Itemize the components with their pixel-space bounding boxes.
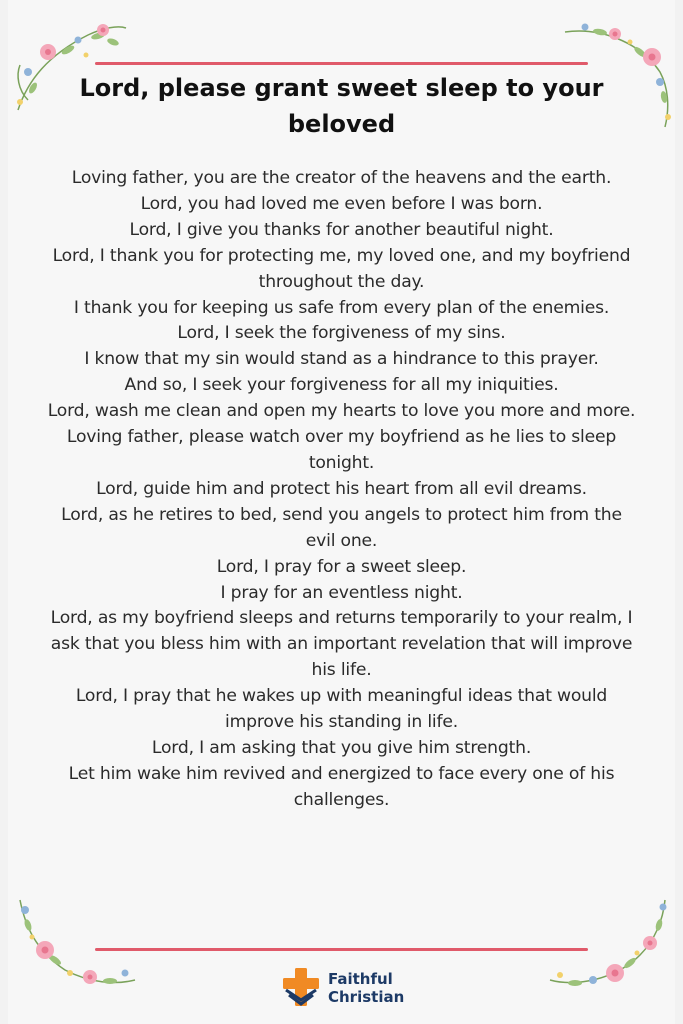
bottom-divider	[95, 948, 588, 951]
prayer-line: I pray for an eventless night.	[220, 582, 463, 603]
prayer-line: Lord, I pray for a sweet sleep.	[216, 556, 467, 577]
prayer-line: Loving father, please watch over my boyfriend as he lies to sleep tonight.	[66, 427, 617, 473]
top-divider	[95, 62, 588, 65]
prayer-line: Lord, as he retires to bed, send you angels to protect him from the evil one.	[61, 504, 622, 551]
prayer-line: Let him wake him revived and energized to face every one of his challenges.	[68, 763, 615, 810]
prayer-line: Lord, as my boyfriend sleeps and returns temporarily to your realm, I ask that you bless him with an important revelation that will improve his life.	[50, 608, 633, 681]
prayer-text	[45, 166, 638, 814]
prayer-line: Lord, I am asking that you give him strength.	[151, 737, 532, 758]
brand-name-line2: Christian	[328, 988, 405, 1006]
floral-corner-bottom-left	[10, 895, 140, 990]
prayer-line: Lord, guide him and protect his heart from all evil dreams.	[96, 478, 587, 499]
floral-corner-bottom-right	[545, 895, 675, 995]
cross-icon	[280, 966, 322, 1008]
prayer-line: Lord, I give you thanks for another beautiful night.	[129, 219, 554, 240]
prayer-line: I know that my sin would stand as a hindrance to this prayer.	[84, 349, 599, 370]
page-title: Lord, please grant sweet sleep to your beloved	[79, 74, 604, 138]
prayer-line: Lord, I pray that he wakes up with meaningful ideas that would improve his standing in life.	[75, 686, 608, 733]
prayer-line: Lord, wash me clean and open my hearts to love you more and more.	[47, 401, 636, 422]
prayer-line: Lord, I thank you for protecting me, my loved one, and my boyfriend throughout the day.	[52, 245, 631, 292]
prayer-line: Loving father, you are the creator of the heavens and the earth.	[71, 168, 612, 188]
prayer-line: Lord, I seek the forgiveness of my sins.	[177, 323, 506, 344]
brand-name-line1: Faithful	[328, 970, 393, 988]
prayer-line: I thank you for keeping us safe from every plan of the enemies.	[73, 297, 610, 318]
prayer-line: Lord, you had loved me even before I was born.	[140, 193, 543, 214]
prayer-line: And so, I seek your forgiveness for all my iniquities.	[124, 375, 559, 396]
brand-logo[interactable]	[280, 964, 440, 1010]
